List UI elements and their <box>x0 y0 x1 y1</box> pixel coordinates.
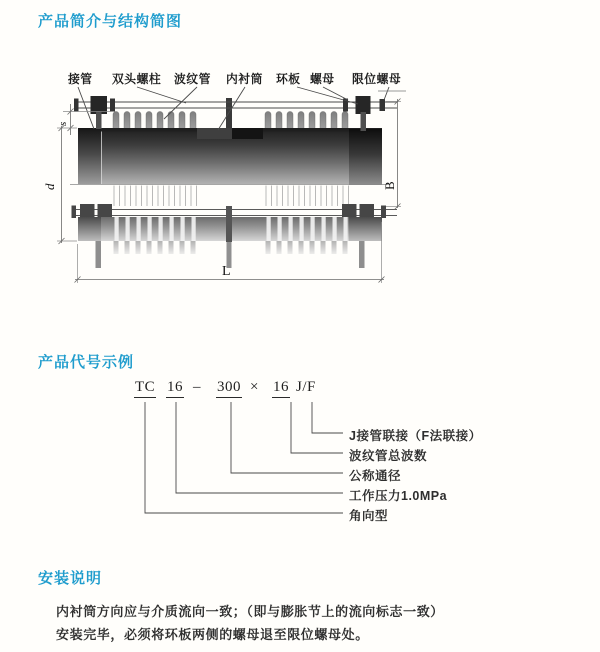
install-section-title: 安装说明 <box>38 570 103 587</box>
svg-text:d: d <box>42 183 57 190</box>
intro-section-title: 产品简介与结构简图 <box>38 13 183 30</box>
label-neichentong: 内衬筒 <box>226 72 263 86</box>
code-token-connection: J/F <box>296 379 316 395</box>
legend-pressure: 工作压力1.0MPa <box>349 489 448 503</box>
label-luomu: 螺母 <box>310 72 335 86</box>
install-note-line: 内衬筒方向应与介质流向一致；（即与膨胀节上的流向标志一致） <box>56 604 444 619</box>
part-labels <box>67 72 401 86</box>
legend-waves: 波纹管总波数 <box>349 449 428 463</box>
legend-diameter: 公称通径 <box>349 469 402 483</box>
label-xianwei: 限位螺母 <box>352 72 402 86</box>
convolution-lines <box>114 186 349 207</box>
code-token-pressure: 16 <box>166 379 184 398</box>
svg-text:B: B <box>382 181 397 190</box>
center-plate-bottom <box>226 206 232 242</box>
code-section-title: 产品代号示例 <box>38 354 135 371</box>
code-token-diameter: 300 <box>216 379 242 398</box>
label-huanban: 环板 <box>276 72 301 86</box>
code-token-times: × <box>250 379 259 395</box>
structure-diagram <box>30 58 460 308</box>
bellows-top-left <box>113 112 196 131</box>
code-token-dash: – <box>193 379 201 395</box>
label-bowenguan: 波纹管 <box>174 72 211 86</box>
svg-text:L: L <box>222 264 231 279</box>
code-token-waves: 16 <box>272 379 290 398</box>
bellows-top-right <box>265 112 348 131</box>
install-note-line: 安装完毕，必须将环板两侧的螺母退至限位螺母处。 <box>56 627 369 642</box>
dimension-B <box>382 99 401 210</box>
label-shuangtou: 双头螺柱 <box>112 72 162 86</box>
shell-top-half <box>70 128 390 185</box>
label-jieguan: 接管 <box>68 72 93 86</box>
code-legend-tree <box>130 398 370 528</box>
legend-type: 角向型 <box>349 509 389 523</box>
legend-connection: J接管联接（F法联接） <box>349 429 482 443</box>
svg-text:s: s <box>57 121 69 126</box>
code-token-type: TC <box>134 379 156 398</box>
